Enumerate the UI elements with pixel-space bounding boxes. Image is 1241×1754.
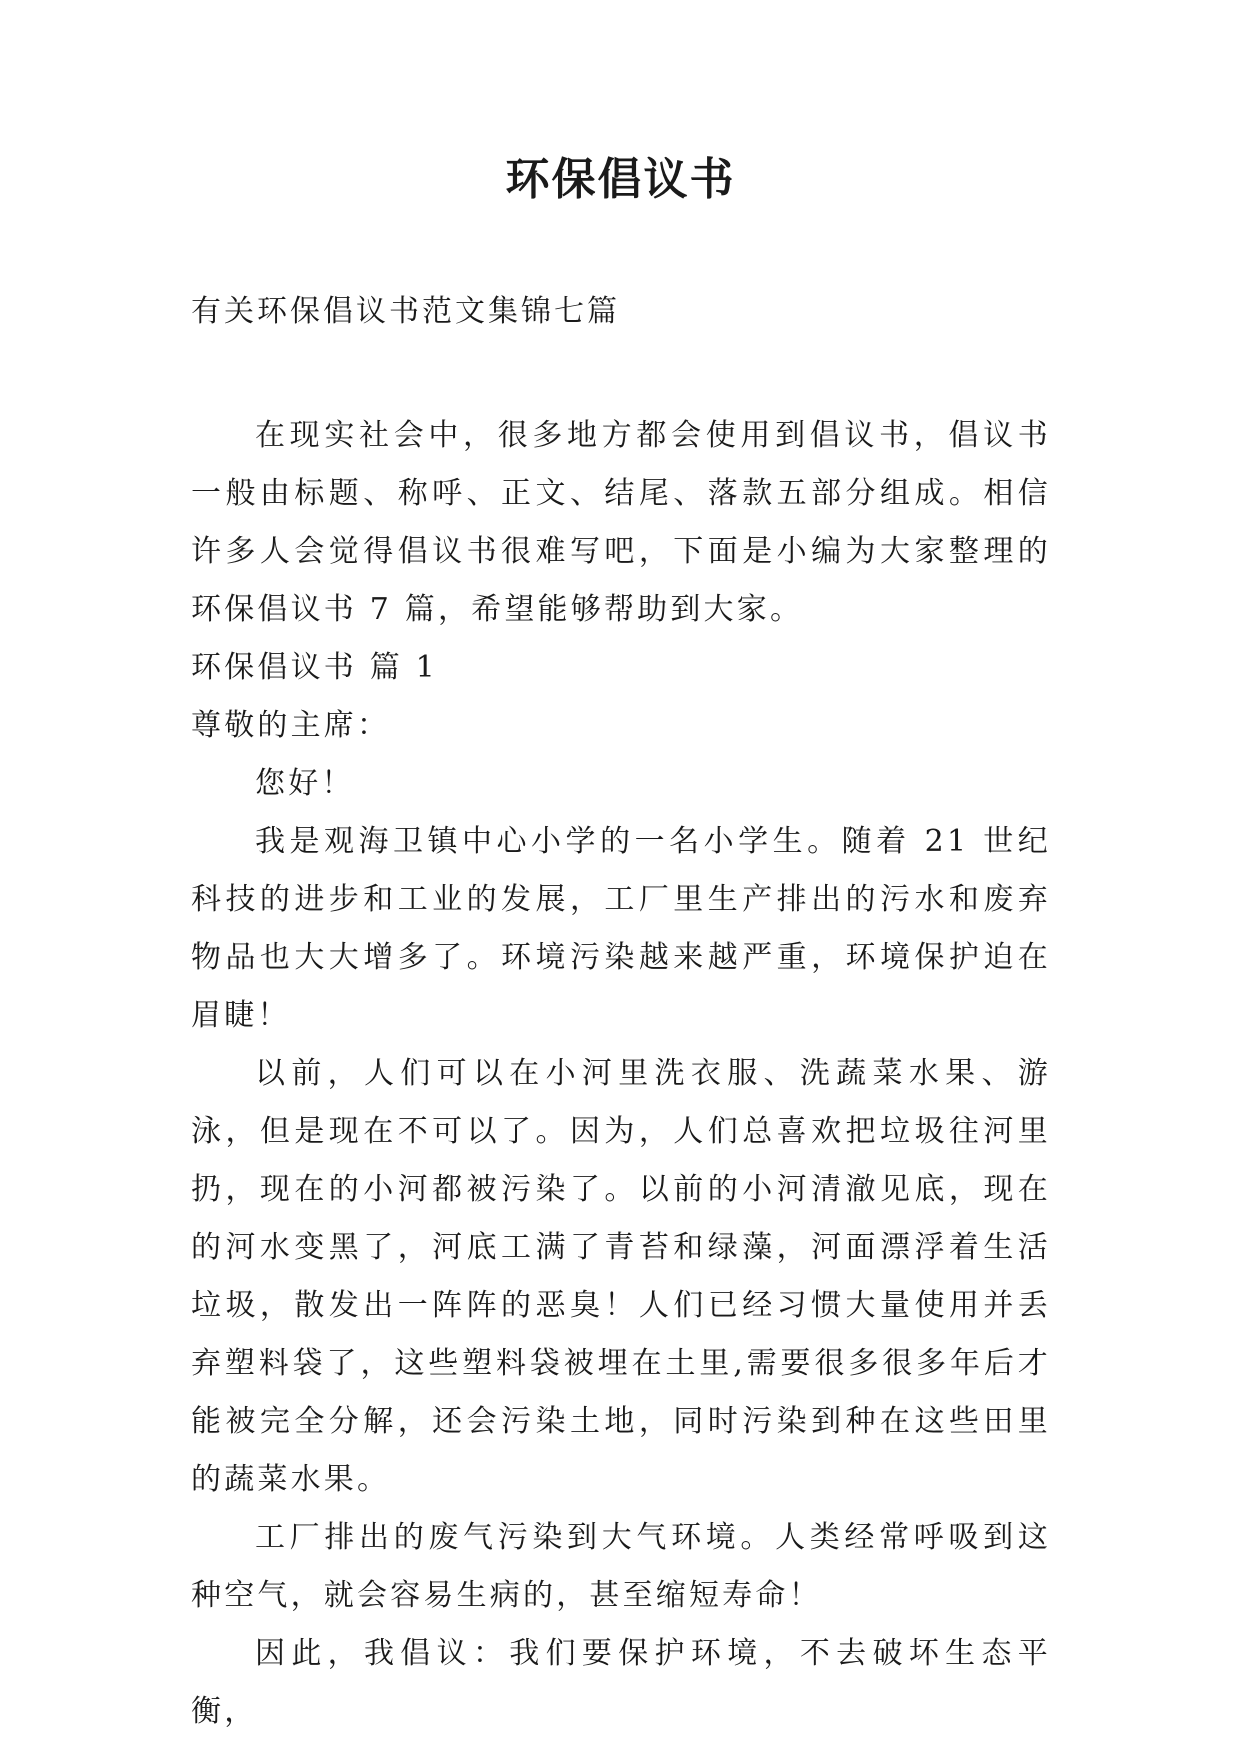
paragraph-intro: 在现实社会中，很多地方都会使用到倡议书，倡议书一般由标题、称呼、正文、结尾、落款五部分组成。相信许多人会觉得倡议书很难写吧，下面是小编为大家整理的环保倡议书 7 篇，希望能够帮助到大家。 xyxy=(191,418,1051,627)
document-title: 环保倡议书 xyxy=(505,154,736,205)
salutation: 尊敬的主席： xyxy=(191,708,391,743)
paragraph-body: 以前，人们可以在小河里洗衣服、洗蔬菜水果、游泳，但是现在不可以了。因为，人们总喜欢把垃圾往河里扔，现在的小河都被污染了。以前的小河清澈见底，现在的河水变黑了，河底工满了青苔和绿藻，河面漂浮着生活垃圾，散发出一阵阵的恶臭！人们已经习惯大量使用并丢弃塑料袋了，这些塑料袋被埋在土里,需要很多很多年后才能被完全分解，还会污染土地，同时污染到种在这些田里的蔬菜水果。 xyxy=(191,1056,1051,1497)
document-subtitle: 有关环保倡议书范文集锦七篇 xyxy=(191,294,620,329)
section-heading: 环保倡议书 篇 1 xyxy=(191,650,438,685)
paragraph-body: 因此，我倡议：我们要保护环境，不去破坏生态平衡， xyxy=(191,1636,1051,1729)
paragraph-body: 我是观海卫镇中心小学的一名小学生。随着 21 世纪科技的进步和工业的发展，工厂里生产排出的污水和废弃物品也大大增多了。环境污染越来越严重，环境保护迫在眉睫！ xyxy=(191,824,1051,1033)
greeting: 您好！ xyxy=(255,766,355,801)
paragraph-body: 工厂排出的废气污染到大气环境。人类经常呼吸到这种空气，就会容易生病的，甚至缩短寿命！ xyxy=(191,1520,1051,1613)
document-body xyxy=(191,407,1051,1741)
